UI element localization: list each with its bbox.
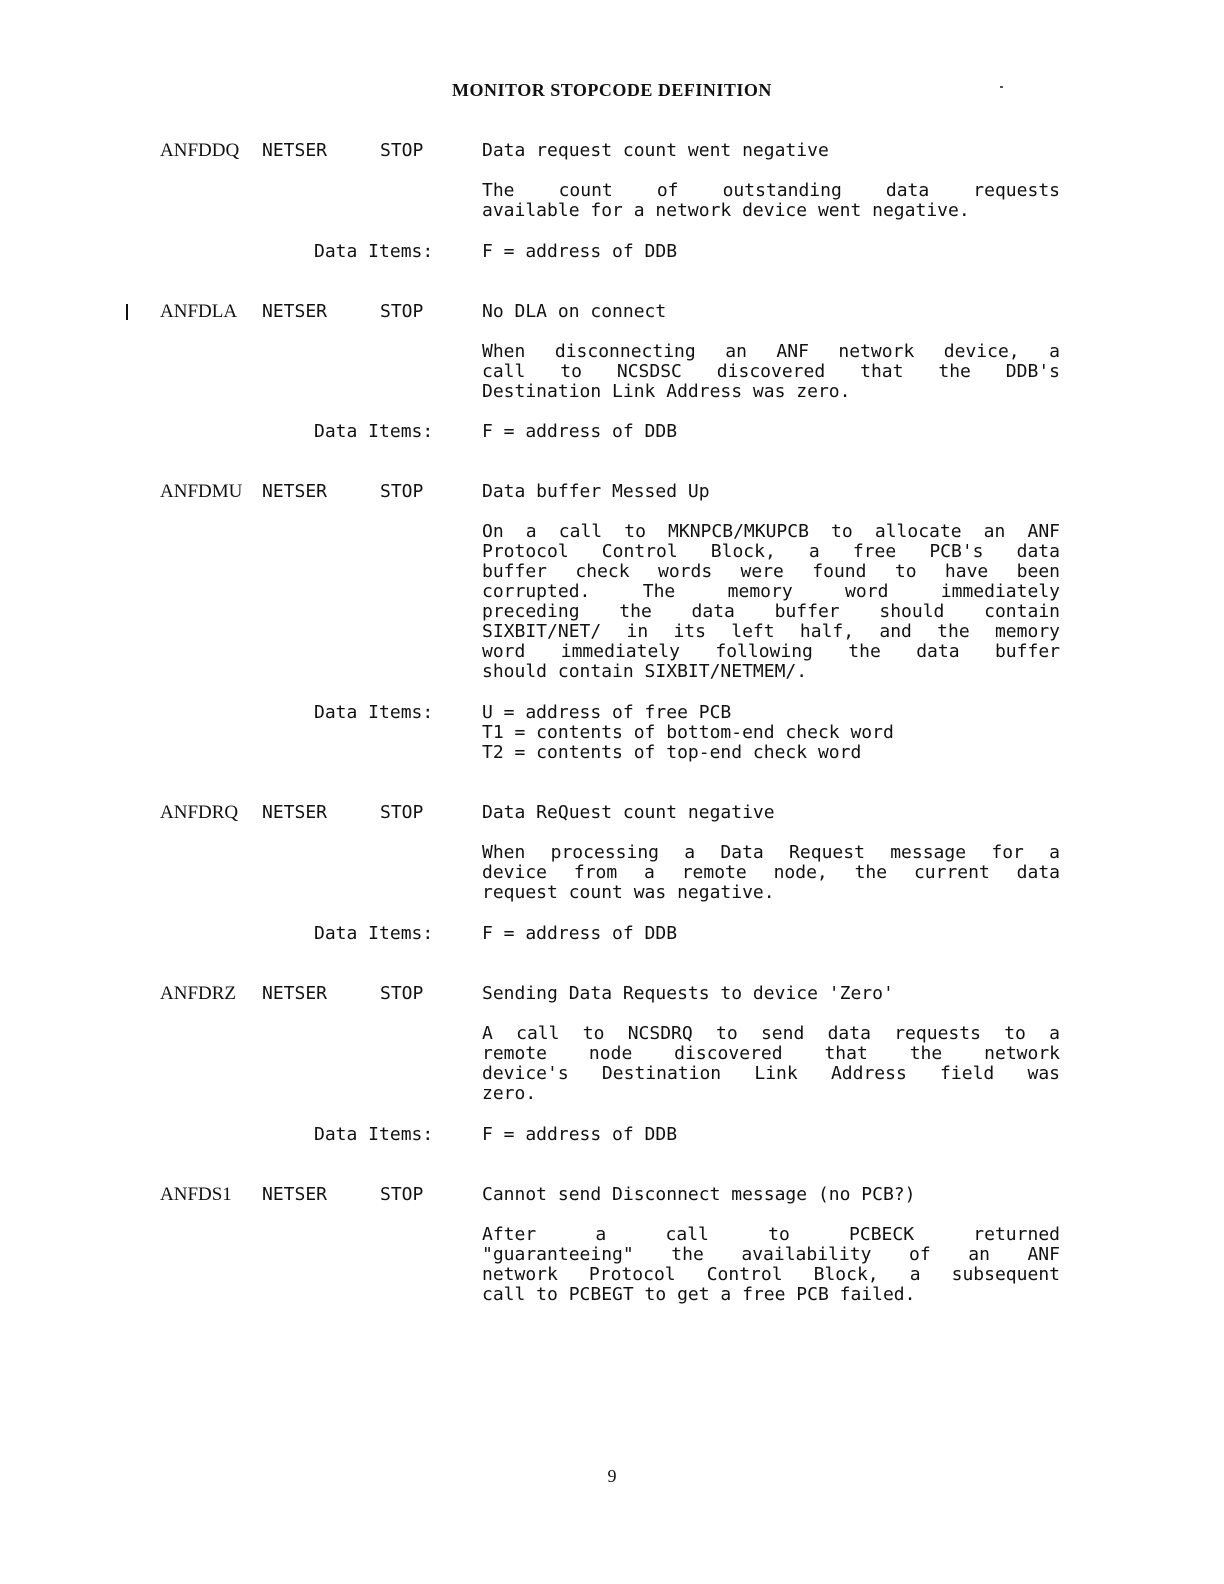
description-line: When disconnecting an ANF network device, a	[482, 341, 1060, 362]
stopcode-description	[482, 1225, 1060, 1305]
description-line: should contain SIXBIT/NETMEM/.	[482, 661, 808, 682]
description-line: request count was negative.	[482, 882, 775, 903]
description-line: "guaranteeing" the availability of an ANF	[482, 1244, 1060, 1265]
data-item: T1 = contents of bottom-end check word	[482, 722, 894, 743]
data-item: U = address of free PCB	[482, 702, 732, 723]
stopcode-name: ANFDRQ	[160, 802, 239, 823]
page-number: 9	[607, 1466, 617, 1486]
stopcode-description	[482, 522, 1060, 682]
data-item: F = address of DDB	[482, 923, 678, 944]
page-title: MONITOR STOPCODE DEFINITION	[452, 80, 772, 100]
stopcode-summary: No DLA on connect	[482, 301, 667, 322]
stopcode-name: ANFDS1	[160, 1184, 232, 1205]
stopcode-type: STOP	[380, 481, 424, 502]
stopcode-description	[482, 843, 1060, 903]
stopcode-type: STOP	[380, 983, 424, 1004]
change-bar	[126, 304, 128, 320]
description-line: After a call to PCBECK returned	[482, 1224, 1060, 1245]
data-items-list	[482, 422, 677, 442]
data-items-label: Data Items:	[314, 241, 434, 262]
stopcode-module: NETSER	[262, 983, 328, 1004]
description-line: buffer check words were found to have been	[482, 561, 1060, 582]
description-line: network Protocol Control Block, a subsequent	[482, 1264, 1060, 1285]
stopcode-name: ANFDDQ	[160, 140, 240, 161]
data-items-label: Data Items:	[314, 421, 434, 442]
description-line: zero.	[482, 1083, 537, 1104]
stopcode-summary: Sending Data Requests to device 'Zero'	[482, 983, 894, 1004]
data-items-list	[482, 703, 894, 763]
data-items-list	[482, 924, 677, 944]
stopcode-name: ANFDRZ	[160, 983, 237, 1004]
description-line: SIXBIT/NET/ in its left half, and the memory	[482, 621, 1060, 642]
stopcode-summary: Data request count went negative	[482, 140, 829, 161]
stopcode-description	[482, 1024, 1060, 1104]
description-line: A call to NCSDRQ to send data requests to a	[482, 1023, 1060, 1044]
data-item: T2 = contents of top-end check word	[482, 742, 862, 763]
description-line: word immediately following the data buffer	[482, 641, 1060, 662]
stopcode-module: NETSER	[262, 802, 328, 823]
data-items-label: Data Items:	[314, 923, 434, 944]
stopcode-summary: Data ReQuest count negative	[482, 802, 775, 823]
data-item: F = address of DDB	[482, 1124, 678, 1145]
stopcode-type: STOP	[380, 301, 424, 322]
stopcode-module: NETSER	[262, 1184, 328, 1205]
stopcode-description	[482, 181, 1060, 221]
description-line: call to PCBEGT to get a free PCB failed.	[482, 1284, 916, 1305]
description-line: available for a network device went negative.	[482, 200, 970, 221]
stopcode-module: NETSER	[262, 140, 328, 161]
data-items-label: Data Items:	[314, 1124, 434, 1145]
scan-speck	[1000, 86, 1003, 88]
description-line: When processing a Data Request message for a	[482, 842, 1060, 863]
stopcode-summary: Data buffer Messed Up	[482, 481, 710, 502]
description-line: The count of outstanding data requests	[482, 180, 1060, 201]
data-items-list	[482, 242, 677, 262]
data-item: F = address of DDB	[482, 421, 678, 442]
stopcode-name: ANFDLA	[160, 301, 238, 322]
description-line: Protocol Control Block, a free PCB's data	[482, 541, 1060, 562]
stopcode-type: STOP	[380, 802, 424, 823]
stopcode-summary: Cannot send Disconnect message (no PCB?)	[482, 1184, 916, 1205]
stopcode-type: STOP	[380, 1184, 424, 1205]
description-line: preceding the data buffer should contain	[482, 601, 1060, 622]
stopcode-description	[482, 342, 1060, 402]
data-items-label: Data Items:	[314, 702, 434, 723]
description-line: Destination Link Address was zero.	[482, 381, 851, 402]
data-item: F = address of DDB	[482, 241, 678, 262]
stopcode-module: NETSER	[262, 481, 328, 502]
stopcode-type: STOP	[380, 140, 424, 161]
description-line: corrupted. The memory word immediately	[482, 581, 1060, 602]
data-items-list	[482, 1125, 677, 1145]
description-line: device from a remote node, the current data	[482, 862, 1060, 883]
stopcode-name: ANFDMU	[160, 481, 243, 502]
description-line: call to NCSDSC discovered that the DDB's	[482, 361, 1060, 382]
description-line: On a call to MKNPCB/MKUPCB to allocate an ANF	[482, 521, 1060, 542]
stopcode-module: NETSER	[262, 301, 328, 322]
description-line: device's Destination Link Address field was	[482, 1063, 1060, 1084]
description-line: remote node discovered that the network	[482, 1043, 1060, 1064]
